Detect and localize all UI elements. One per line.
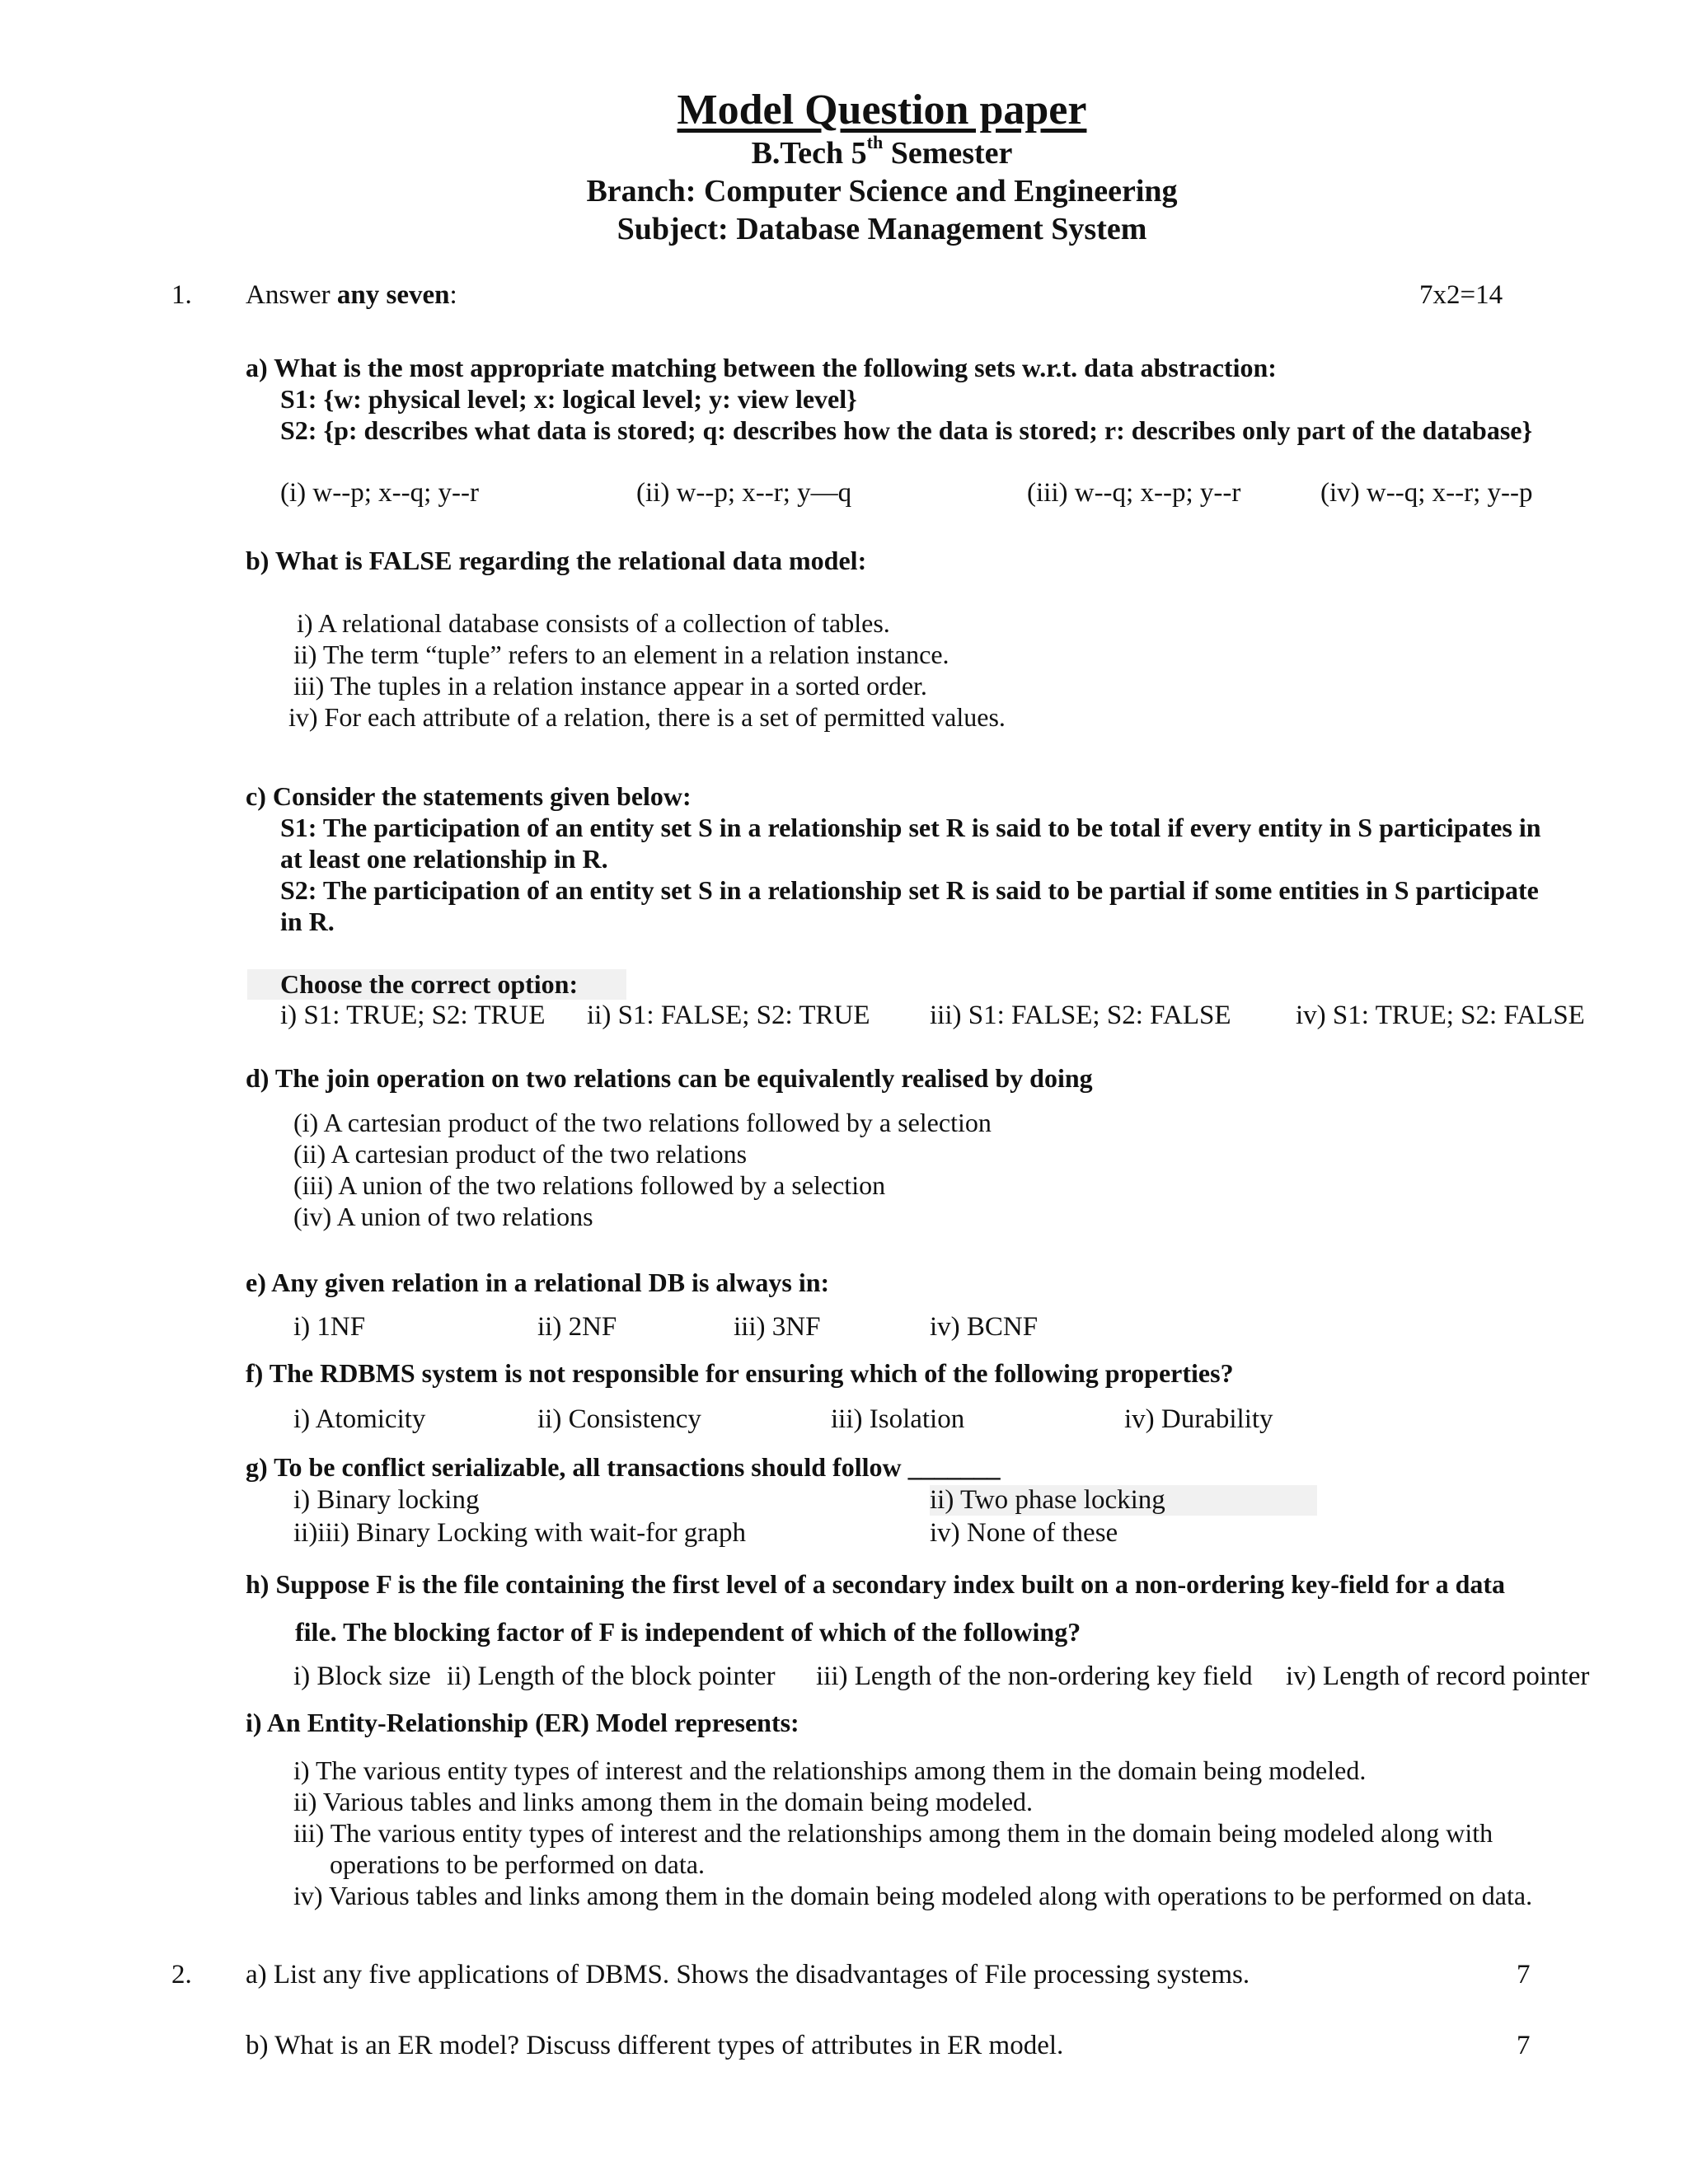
q1e-option-2: ii) 2NF — [537, 1312, 617, 1342]
q1a-stem: a) What is the most appropriate matching between the following sets w.r.t. data abstraction: — [246, 353, 1277, 382]
branch-line: Branch: Computer Science and Engineering — [586, 174, 1178, 209]
q1c-option-3: iii) S1: FALSE; S2: FALSE — [930, 1001, 1231, 1030]
subject-line: Subject: Database Management System — [617, 212, 1147, 246]
q1g-option-3: ii)iii) Binary Locking with wait-for graph — [293, 1518, 746, 1548]
q1f-option-2: ii) Consistency — [537, 1404, 701, 1434]
q1i-option-2: ii) Various tables and links among them in the domain being modeled. — [293, 1787, 1034, 1816]
q1d-option-4: (iv) A union of two relations — [293, 1202, 593, 1231]
instruction-suffix: : — [449, 280, 457, 310]
q1c-s1-line1: S1: The participation of an entity set S in a relationship set R is said to be total if every entity in S participates in — [280, 813, 1541, 842]
q1c-s2-line2: in R. — [280, 907, 335, 936]
q1h-option-1: i) Block size — [293, 1661, 431, 1691]
q1f-stem: f) The RDBMS system is not responsible for ensuring which of the following properties? — [246, 1358, 1234, 1388]
q1i-option-4: iv) Various tables and links among them in the domain being modeled along with operations to be performed on data. — [293, 1881, 1533, 1910]
q1a-option-1: (i) w--p; x--q; y--r — [280, 478, 479, 508]
q1a-set-s2: S2: {p: describes what data is stored; q: describes how the data is stored; r: describes only part of the database} — [280, 415, 1533, 445]
q1e-option-3: iii) 3NF — [734, 1312, 821, 1342]
q1a-option-2: (ii) w--p; x--r; y—q — [636, 478, 852, 508]
q1c-option-2: ii) S1: FALSE; S2: TRUE — [587, 1001, 870, 1030]
course-prefix: B.Tech 5 — [751, 136, 867, 171]
q1b-stem: b) What is FALSE regarding the relational data model: — [246, 546, 867, 575]
question-1-instruction — [246, 280, 457, 311]
q1c-stem: c) Consider the statements given below: — [246, 781, 692, 811]
q1i-option-3: iii) The various entity types of interest and the relationships among them in the domain being modeled along with — [293, 1818, 1493, 1848]
question-1-marks: 7x2=14 — [1419, 280, 1503, 310]
q1h-option-2: ii) Length of the block pointer — [447, 1661, 776, 1691]
q1i-option-1: i) The various entity types of interest and the relationships among them in the domain being modeled. — [293, 1755, 1367, 1785]
q1c-choose-label: Choose the correct option: — [247, 969, 626, 1000]
q1g-stem: g) To be conflict serializable, all transactions should follow _______ — [246, 1452, 1001, 1482]
q1i-option-3-continued: operations to be performed on data. — [330, 1849, 705, 1879]
q1f-option-1: i) Atomicity — [293, 1404, 426, 1434]
q1h-option-4: iv) Length of record pointer — [1286, 1661, 1590, 1691]
paper-title: Model Question paper — [677, 87, 1087, 134]
course-line — [0, 132, 1688, 171]
q1g-option-1: i) Binary locking — [293, 1485, 480, 1515]
instruction-bold: any seven — [336, 280, 450, 310]
q1g-option-4: iv) None of these — [930, 1518, 1118, 1548]
q1e-option-4: iv) BCNF — [930, 1312, 1039, 1342]
question-2-number: 2. — [171, 1960, 192, 1990]
q1b-option-2: ii) The term “tuple” refers to an element in a relation instance. — [293, 640, 950, 669]
q1b-option-4: iv) For each attribute of a relation, there is a set of permitted values. — [288, 702, 1006, 732]
q1f-option-4: iv) Durability — [1124, 1404, 1273, 1434]
q1c-option-4: iv) S1: TRUE; S2: FALSE — [1296, 1001, 1585, 1030]
q2a-marks: 7 — [1517, 1960, 1531, 1990]
q1b-option-1: i) A relational database consists of a collection of tables. — [297, 608, 890, 638]
q1a-option-3: (iii) w--q; x--p; y--r — [1027, 478, 1241, 508]
q1g-option-2: ii) Two phase locking — [930, 1485, 1317, 1516]
q1h-stem-line2: file. The blocking factor of F is independent of which of the following? — [295, 1617, 1081, 1647]
q1c-s1-line2: at least one relationship in R. — [280, 844, 608, 874]
q1e-stem: e) Any given relation in a relational DB is always in: — [246, 1268, 830, 1297]
q1h-stem-line1: h) Suppose F is the file containing the first level of a secondary index built on a non-ordering key-field for a data — [246, 1569, 1506, 1599]
q1d-option-1: (i) A cartesian product of the two relations followed by a selection — [293, 1108, 992, 1137]
q1f-option-3: iii) Isolation — [831, 1404, 965, 1434]
q1i-stem: i) An Entity-Relationship (ER) Model represents: — [246, 1708, 799, 1737]
q1h-option-3: iii) Length of the non-ordering key field — [816, 1661, 1253, 1691]
q1a-set-s1: S1: {w: physical level; x: logical level; y: view level} — [280, 384, 857, 414]
q1c-s2-line1: S2: The participation of an entity set S in a relationship set R is said to be partial if some entities in S participate — [280, 875, 1539, 905]
course-suffix: Semester — [883, 136, 1013, 171]
q1a-option-4: (iv) w--q; x--r; y--p — [1320, 478, 1533, 508]
q2b-text: b) What is an ER model? Discuss different types of attributes in ER model. — [246, 2031, 1064, 2060]
instruction-prefix: Answer — [246, 280, 337, 310]
q1c-option-1: i) S1: TRUE; S2: TRUE — [280, 1001, 546, 1030]
q1d-option-2: (ii) A cartesian product of the two relations — [293, 1139, 748, 1169]
q1d-stem: d) The join operation on two relations can be equivalently realised by doing — [246, 1063, 1093, 1093]
q1d-option-3: (iii) A union of the two relations followed by a selection — [293, 1170, 886, 1200]
question-1-number: 1. — [171, 280, 192, 310]
course-superscript: th — [866, 132, 884, 153]
q2a-text: a) List any five applications of DBMS. Shows the disadvantages of File processing systems. — [246, 1960, 1250, 1990]
q1e-option-1: i) 1NF — [293, 1312, 366, 1342]
q1b-option-3: iii) The tuples in a relation instance appear in a sorted order. — [293, 671, 927, 701]
q2b-marks: 7 — [1517, 2031, 1531, 2060]
